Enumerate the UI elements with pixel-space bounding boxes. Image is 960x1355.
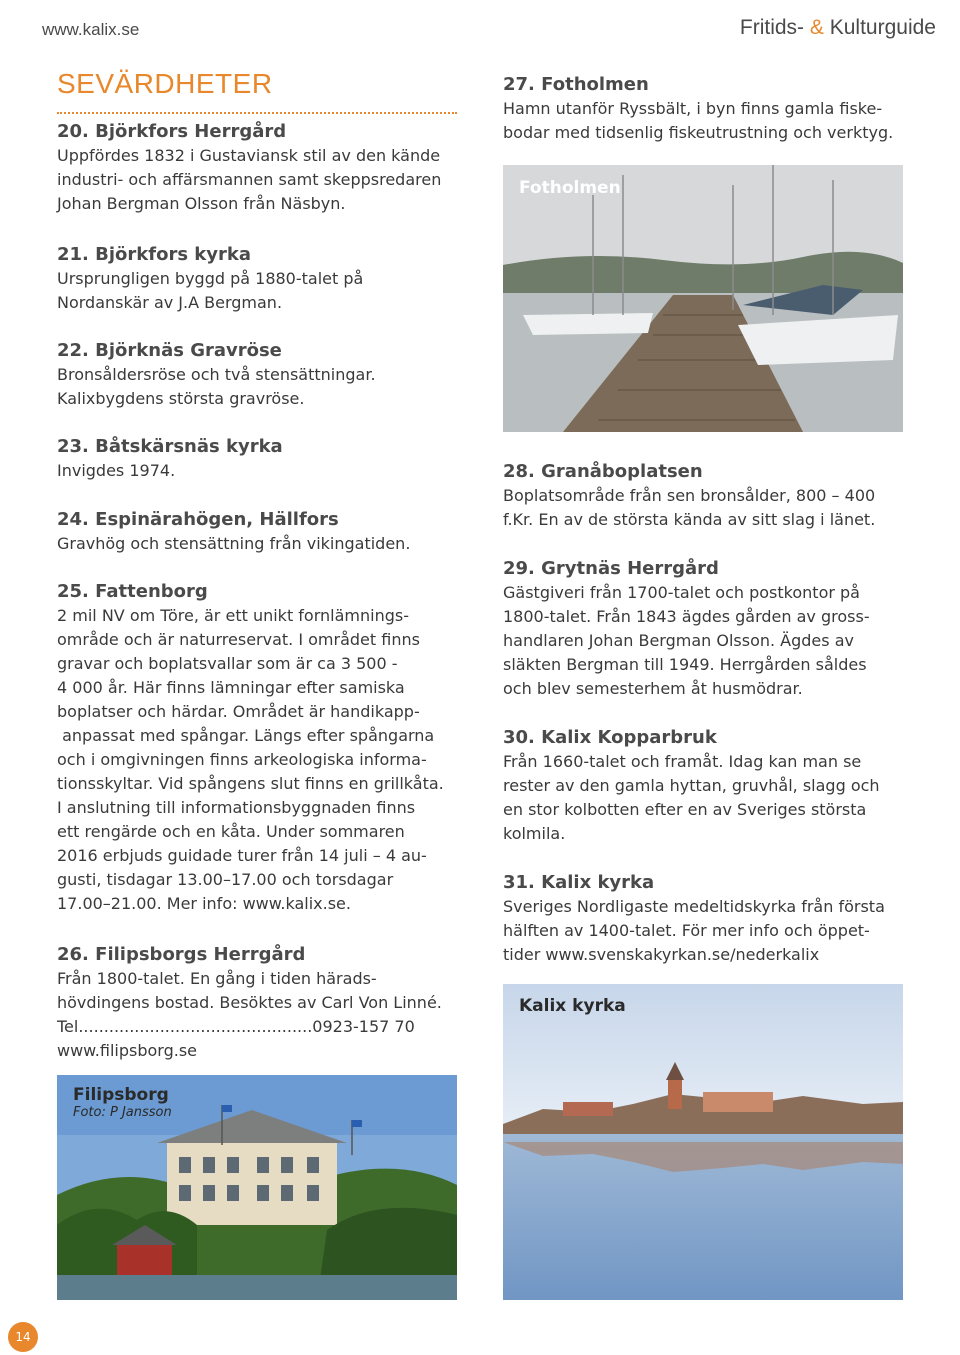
kalix-kyrka-photo bbox=[503, 984, 903, 1300]
entry-title: 20. Björkfors Herrgård bbox=[57, 121, 287, 142]
entry-24 bbox=[57, 508, 459, 556]
entry-title: 29. Grytnäs Herrgård bbox=[503, 558, 719, 579]
filipsborg-link[interactable]: www.filipsborg.se bbox=[57, 1041, 197, 1060]
entry-text: Bronsåldersröse och två stensättningar. Kalixbygdens största gravröse. bbox=[57, 365, 376, 408]
entry-27 bbox=[503, 73, 907, 145]
guide-title-amp: & bbox=[809, 16, 824, 39]
filipsborg-caption: Filipsborg bbox=[73, 1085, 169, 1105]
entry-title: 23. Båtskärsnäs kyrka bbox=[57, 436, 283, 457]
entry-title: 21. Björkfors kyrka bbox=[57, 244, 252, 265]
entry-text: Från 1660-talet och framåt. Idag kan man se rester av den gamla hyttan, gruvhål, slagg och en stor kolbotten efter en av Sveriges största kolmila. bbox=[503, 752, 880, 843]
entry-text: Ursprungligen byggd på 1880-talet på Nordanskär av J.A Bergman. bbox=[57, 269, 364, 312]
entry-title: 28. Granåboplatsen bbox=[503, 461, 703, 482]
entry-text: Uppfördes 1832 i Gustaviansk stil av den kände industri- och affärsmannen samt skeppsredaren Johan Bergman Olsson från Näsbyn. bbox=[57, 146, 442, 213]
entry-21 bbox=[57, 243, 459, 315]
entry-title: 25. Fattenborg bbox=[57, 581, 208, 602]
guide-title bbox=[740, 16, 936, 40]
entry-20 bbox=[57, 120, 459, 216]
fotholmen-photo bbox=[503, 165, 903, 432]
entry-22 bbox=[57, 339, 459, 411]
kalix-kyrka-caption: Kalix kyrka bbox=[519, 996, 626, 1016]
entry-text: Invigdes 1974. bbox=[57, 461, 176, 480]
entry-25 bbox=[57, 580, 459, 916]
entry-26 bbox=[57, 943, 459, 1063]
entry-title: 30. Kalix Kopparbruk bbox=[503, 727, 717, 748]
entry-text: Gästgiveri från 1700-talet och postkontor på 1800-talet. Från 1843 ägdes gården av gross- handlaren Johan Bergman Olsson. Ägdes av släkten Bergman till 1949. Herrgården såldes och blev semesterhem åt husmödrar. bbox=[503, 583, 870, 698]
guide-title-part2: Kulturguide bbox=[829, 16, 936, 39]
entry-text: Från 1800-talet. En gång i tiden härads- hövdingens bostad. Besöktes av Carl Von Linné. Tel..............................................0923-157 70 www.filipsborg.se bbox=[57, 967, 459, 1063]
entry-title: 22. Björknäs Gravröse bbox=[57, 340, 282, 361]
entry-28 bbox=[503, 460, 907, 532]
guide-title-part1: Fritids- bbox=[739, 16, 805, 39]
entry-title: 24. Espinärahögen, Hällfors bbox=[57, 509, 339, 530]
page-number: 14 bbox=[8, 1322, 38, 1352]
fotholmen-caption: Fotholmen bbox=[519, 178, 621, 198]
entry-text: 2 mil NV om Töre, är ett unikt fornlämnings- område och är naturreservat. I området finns gravar och boplatsvallar som är ca 3 500 - 4 000 år. Här finns lämningar efter samiska boplatser och härdar. Området är handikapp- anpassat med spångar. Längs efter spångarna och i omgivningen finns arkeologiska informa- tionsskyltar. Vid spångens slut finns en grillkåta. I anslutning till informationsbyggnaden finns ett rengärde och en kåta. Under sommaren 2016 erbjuds guidade turer från 14 juli – 4 au- gusti, tisdagar 13.00–17.00 och torsdagar 17.00–21.00. Mer info: www.kalix.se. bbox=[57, 606, 444, 913]
dotted-divider bbox=[57, 112, 457, 114]
site-url[interactable]: www.kalix.se bbox=[42, 20, 140, 39]
entry-text: Gravhög och stensättning från vikingatiden. bbox=[57, 534, 411, 553]
section-title: SEVÄRDHETER bbox=[57, 68, 273, 99]
entry-title: 27. Fotholmen bbox=[503, 74, 649, 95]
entry-text: Hamn utanför Ryssbält, i byn finns gamla fiske- bodar med tidsenlig fiskeutrustning och verktyg. bbox=[503, 99, 894, 142]
entry-text: Sveriges Nordligaste medeltidskyrka från första hälften av 1400-talet. För mer info och öppet- tider www.svenskakyrkan.se/nederkalix bbox=[503, 895, 907, 967]
entry-30 bbox=[503, 726, 907, 846]
filipsborg-photo-credit: Foto: P Jansson bbox=[73, 1105, 172, 1120]
entry-31 bbox=[503, 871, 907, 967]
entry-23 bbox=[57, 435, 459, 483]
entry-29 bbox=[503, 557, 907, 701]
entry-title: 31. Kalix kyrka bbox=[503, 872, 655, 893]
svenskakyrkan-link[interactable]: tider www.svenskakyrkan.se/nederkalix bbox=[503, 945, 820, 964]
entry-text: Boplatsområde från sen bronsålder, 800 – 400 f.Kr. En av de största kända av sitt slag i länet. bbox=[503, 486, 876, 529]
entry-title: 26. Filipsborgs Herrgård bbox=[57, 944, 306, 965]
